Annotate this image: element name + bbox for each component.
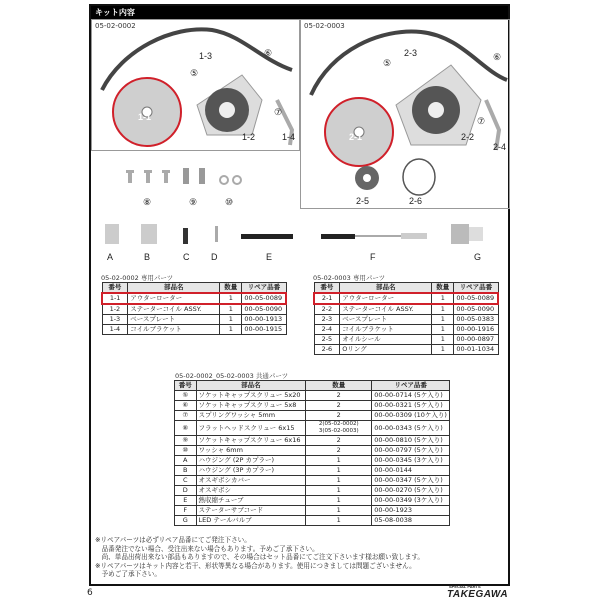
label-1-3: 1-3 [199,51,213,61]
table-cell: A [175,456,197,466]
table-row [175,476,450,486]
table-header-row [175,381,450,391]
label-1-2: 1-2 [242,132,256,142]
table-cell: 1-3 [102,315,128,325]
label-f: F [370,252,376,262]
column-header: 番号 [102,283,128,294]
section-header: キット内容 [91,6,508,19]
table-row [102,304,286,315]
table-cell: 00-05-0090 [242,304,286,315]
table-cell: オスギボシ [196,486,306,496]
table-cell: 1 [432,293,454,304]
table-cell: 2-1 [314,293,340,304]
label-5: ⑤ [190,68,199,78]
table-cell: アウターローター [128,293,220,304]
table-cell: 1 [220,293,242,304]
table-row [314,325,498,335]
logo-brand: TAKEGAWA [447,589,509,600]
label-2-6: 2-6 [409,196,423,206]
table-cell: C [175,476,197,486]
stator-kit-illustration [92,20,299,150]
table-cell: ワッシャ 6mm [196,446,306,456]
table-cell: 2 [306,446,372,456]
table-cell: 1 [306,476,372,486]
table-cell: E [175,496,197,506]
table-cell: 1 [220,315,242,325]
kit-photo-0002 [91,19,300,151]
page-number: 6 [87,588,93,598]
column-header: 番号 [314,283,340,294]
note-line: ※リペアパーツはキット内容と若干、形状等異なる場合があります。使用につきましては問題ございません。 [95,561,416,570]
kit-photo-0003 [300,19,510,209]
table-cell: 05-08-0038 [372,516,450,526]
table-cell: 1 [220,304,242,315]
table-cell: オスギボシカバー [196,476,306,486]
table-row [175,466,450,476]
table-cell: ソケットキャップスクリュー 5x8 [196,401,306,411]
table-cell: ソケットキャップスクリュー 5x20 [196,391,306,401]
table-cell: ⑨ [175,436,197,446]
table-cell: LED テールバルブ [196,516,306,526]
table-row [314,345,498,355]
table-cell: 1 [306,466,372,476]
column-header: 数量 [306,381,372,391]
table-row [102,315,286,325]
table-cell: ソケットキャップスクリュー 6x16 [196,436,306,446]
table-cell: ステーターコイル ASSY. [128,304,220,315]
table-cell: 1 [432,325,454,335]
table-cell: 00-00-0144 [372,466,450,476]
common-parts-table [174,380,450,526]
label-10: ⑩ [225,197,234,207]
kit-code: 05-02-0003 [304,22,345,30]
table-cell: 1-4 [102,325,128,335]
table-cell: 2-5 [314,335,340,345]
table-cell: G [175,516,197,526]
label-b: B [144,252,151,262]
table-cell: 1 [432,315,454,325]
table-cell: D [175,486,197,496]
column-header: 部品名 [128,283,220,294]
table-row [314,335,498,345]
table-cell: ステーターコイル ASSY. [340,304,432,315]
table-cell: ⑦ [175,411,197,421]
column-header: 番号 [175,381,197,391]
column-header: 数量 [220,283,242,294]
table-cell: ベースプレート [128,315,220,325]
label-g: G [474,252,482,262]
accessories-illustration [101,222,501,250]
table-cell: 1 [432,335,454,345]
table-row [314,315,498,325]
kit-contents-frame [89,4,510,586]
column-header: 数量 [432,283,454,294]
note-line: 予めご了承下さい。 [95,570,161,579]
table-cell: 00-05-0090 [454,304,498,315]
table-cell: 2-3 [314,315,340,325]
table-cell: 2-4 [314,325,340,335]
table-cell: 00-00-0349 (3ケ入り) [372,496,450,506]
table-row [175,391,450,401]
table3-title: 05-02-0002_05-02-0003 共通パーツ [175,372,289,380]
table-cell: 00-00-0321 (5ケ入り) [372,401,450,411]
table-cell: ハウジング (2P カプラー) [196,456,306,466]
table-cell: 2 [306,401,372,411]
table-cell: 1-2 [102,304,128,315]
label-2-3: 2-3 [404,48,418,58]
table-cell: B [175,466,197,476]
table-cell: ⑥ [175,401,197,411]
parts-table-0003 [313,282,499,355]
note-line: ※リペアパーツは必ずリペア品番にてご発注下さい。 [95,536,251,544]
table-row [175,486,450,496]
table-cell: 00-00-0343 (5ケ入り) [372,421,450,436]
parts-table-0002 [101,282,287,335]
label-1-1: 1-1 [138,112,152,122]
table-cell: 1 [432,304,454,315]
takegawa-logo [447,584,508,600]
table-cell: オイルシール [340,335,432,345]
logo-tagline: SPECIAL PARTS [449,584,481,589]
table-cell: 00-05-0089 [454,293,498,304]
label-1-4: 1-4 [282,132,296,142]
table-cell: ハウジング (3P カプラー) [196,466,306,476]
table-row [175,496,450,506]
table-cell: 2 [306,411,372,421]
label-2-2: 2-2 [461,132,475,142]
table-row [175,506,450,516]
label-a: A [107,252,114,262]
label-2-5: 2-5 [356,196,370,206]
kit-code: 05-02-0002 [95,22,136,30]
table-cell: 2 [306,436,372,446]
column-header: 部品名 [340,283,432,294]
table-cell: ステーターサブコード [196,506,306,516]
table-cell: ⑤ [175,391,197,401]
table-row [102,293,286,304]
table-cell: 00-00-1915 [242,325,286,335]
table-cell: 2(05-02-0002) 3(05-02-0003) [306,421,372,436]
table-row [314,304,498,315]
label-e: E [266,252,273,262]
label-7: ⑦ [274,107,283,117]
label-c: C [183,252,190,262]
table-row [175,401,450,411]
table-row [175,446,450,456]
table-cell: 00-00-0270 (5ケ入り) [372,486,450,496]
table1-title: 05-02-0002 専用パーツ [101,274,174,282]
table-cell: 00-00-1913 [242,315,286,325]
label-9: ⑨ [189,197,198,207]
screws-washers-illustration [121,168,261,196]
table-cell: 1 [306,486,372,496]
table-cell: 1 [306,516,372,526]
table-cell: コイルブラケット [340,325,432,335]
table-cell: 2 [306,391,372,401]
table-header-row [102,283,286,294]
label-7: ⑦ [477,116,486,126]
table-cell: ベースプレート [340,315,432,325]
table-cell: 00-00-0345 (3ケ入り) [372,456,450,466]
table-cell: 00-00-0897 [454,335,498,345]
label-2-1: 2-1 [349,132,363,142]
table-row [102,325,286,335]
table-cell: 1 [306,506,372,516]
label-d: D [211,252,218,262]
label-5: ⑤ [383,58,392,68]
table-cell: 1-1 [102,293,128,304]
note-line: 品番発注でない場合、受注出来ない場合もあります。予めご了承下さい。 [95,544,319,553]
table-cell: 00-00-0810 (5ケ入り) [372,436,450,446]
table-row [314,293,498,304]
table-cell: 1 [306,456,372,466]
table-cell: ⑩ [175,446,197,456]
table-row [175,436,450,446]
label-6: ⑥ [264,48,273,58]
table-cell: 00-01-1034 [454,345,498,355]
table2-title: 05-02-0003 専用パーツ [313,274,386,282]
table-cell: 00-00-0347 (5ケ入り) [372,476,450,486]
table-row [175,411,450,421]
column-header: 部品名 [196,381,306,391]
table-cell: 1 [306,496,372,506]
column-header: リペア品番 [242,283,286,294]
table-cell: 00-00-0309 (10ケ入り) [372,411,450,421]
table-cell: 00-00-1916 [454,325,498,335]
label-8: ⑧ [143,197,152,207]
table-cell: Oリング [340,345,432,355]
table-header-row [314,283,498,294]
notes [95,536,424,579]
table-cell: 00-00-0714 (5ケ入り) [372,391,450,401]
table-cell: 1 [220,325,242,335]
table-row [175,516,450,526]
table-cell: フラットヘッドスクリュー 6x15 [196,421,306,436]
table-row [175,421,450,436]
table-cell: ⑧ [175,421,197,436]
table-cell: 00-05-0089 [242,293,286,304]
label-6: ⑥ [493,52,502,62]
label-2-4: 2-4 [493,142,507,152]
table-cell: F [175,506,197,516]
column-header: リペア品番 [372,381,450,391]
column-header: リペア品番 [454,283,498,294]
table-cell: 00-00-1923 [372,506,450,516]
table-row [175,456,450,466]
table-cell: 00-05-0383 [454,315,498,325]
table-cell: アウターローター [340,293,432,304]
table-cell: コイルブラケット [128,325,220,335]
table-cell: 熱収縮チューブ [196,496,306,506]
table-cell: 2-6 [314,345,340,355]
table-cell: 1 [432,345,454,355]
table-cell: スプリングワッシャ 5mm [196,411,306,421]
note-line: 尚、単品出荷出来ない部品もありますので、その場合はセット品番にてご注文下さいます様お願い致します。 [95,553,425,562]
table-cell: 2-2 [314,304,340,315]
table-cell: 00-00-0797 (5ケ入り) [372,446,450,456]
